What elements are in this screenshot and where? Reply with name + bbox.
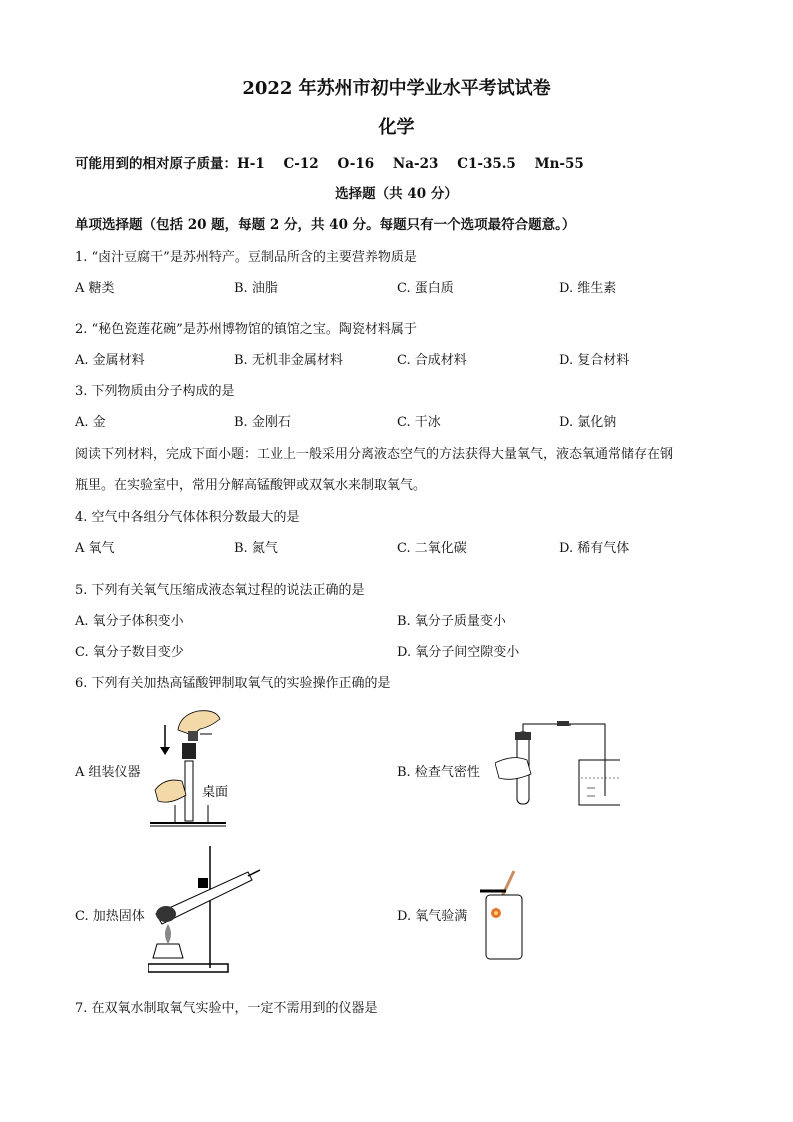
q6-option-c: C. 加热固体 bbox=[75, 909, 145, 924]
q3-option-d: D. 氯化钠 bbox=[559, 415, 617, 430]
atomic-masses: 可能用到的相对原子质量：H-1 C-12 O-16 Na-23 C1-35.5 Mn-55 bbox=[75, 156, 584, 172]
q3-option-a: A. 金 bbox=[75, 415, 106, 430]
q4-option-d: D. 稀有气体 bbox=[559, 541, 630, 556]
q1-option-c: C. 蛋白质 bbox=[397, 281, 454, 296]
q5-option-d: D. 氧分子间空隙变小 bbox=[397, 645, 520, 660]
q3-option-b: B. 金刚石 bbox=[234, 415, 291, 430]
oxygen-full-check-figure bbox=[478, 869, 528, 963]
q3-stem: 3. 下列物质由分子构成的是 bbox=[75, 384, 235, 399]
q5-option-c: C. 氧分子数目变少 bbox=[75, 645, 184, 660]
q4-stem: 4. 空气中各组分气体体积分数最大的是 bbox=[75, 510, 300, 525]
subject-title: 化学 bbox=[378, 117, 415, 138]
q1-stem: 1. “卤汁豆腐干”是苏州特产。豆制品所含的主要营养物质是 bbox=[75, 250, 417, 265]
exam-title: 2022 年苏州市初中学业水平考试试卷 bbox=[242, 78, 551, 99]
q2-option-a: A. 金属材料 bbox=[75, 353, 145, 368]
q6-option-b: B. 检查气密性 bbox=[397, 765, 480, 780]
q4-option-a: A 氧气 bbox=[75, 541, 115, 556]
q5-option-b: B. 氧分子质量变小 bbox=[397, 614, 506, 629]
section-title: 选择题（共 40 分） bbox=[335, 186, 458, 202]
q1-option-d: D. 维生素 bbox=[559, 281, 617, 296]
q2-option-c: C. 合成材料 bbox=[397, 353, 467, 368]
q6-option-d: D. 氧气验满 bbox=[397, 909, 468, 924]
q2-option-b: B. 无机非金属材料 bbox=[234, 353, 343, 368]
q6-option-a: A 组装仪器 bbox=[75, 765, 141, 780]
instructions: 单项选择题（包括 20 题，每题 2 分，共 40 分。每题只有一个选项最符合题意。） bbox=[75, 217, 576, 233]
q5-option-a: A. 氧分子体积变小 bbox=[75, 614, 184, 629]
q1-option-a: A 糖类 bbox=[75, 281, 115, 296]
q3-option-c: C. 干冰 bbox=[397, 415, 441, 430]
q6-stem: 6. 下列有关加热高锰酸钾制取氧气的实验操作正确的是 bbox=[75, 676, 391, 691]
reading-line-1: 阅读下列材料，完成下面小题：工业上一般采用分离液态空气的方法获得大量氧气，液态氧通常储存在钢 bbox=[75, 447, 674, 462]
q2-stem: 2. “秘色瓷莲花碗”是苏州博物馆的镇馆之宝。陶瓷材料属于 bbox=[75, 322, 417, 337]
q1-option-b: B. 油脂 bbox=[234, 281, 278, 296]
airtightness-check-figure bbox=[495, 718, 620, 810]
table-surface-label: 桌面 bbox=[202, 785, 229, 800]
heating-solid-figure bbox=[148, 846, 263, 974]
q2-option-d: D. 复合材料 bbox=[559, 353, 630, 368]
q4-option-b: B. 氮气 bbox=[234, 541, 278, 556]
q7-stem: 7. 在双氧水制取氧气实验中，一定不需用到的仪器是 bbox=[75, 1001, 378, 1016]
q5-stem: 5. 下列有关氧气压缩成液态氧过程的说法正确的是 bbox=[75, 583, 365, 598]
assemble-apparatus-figure bbox=[150, 705, 230, 835]
q4-option-c: C. 二氧化碳 bbox=[397, 541, 467, 556]
reading-line-2: 瓶里。在实验室中，常用分解高锰酸钾或双氧水来制取氧气。 bbox=[75, 478, 427, 493]
